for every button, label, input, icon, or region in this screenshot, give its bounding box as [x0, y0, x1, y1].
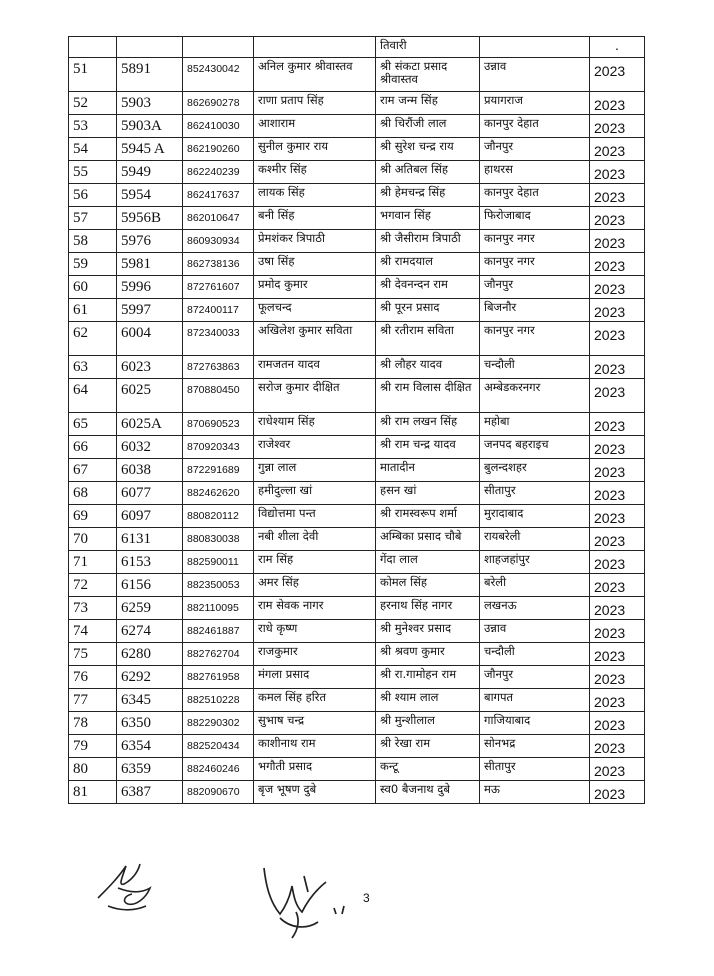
cell-year: 2023 [590, 597, 645, 620]
cell-sno: 61 [69, 299, 117, 322]
table-row [69, 620, 645, 643]
cell-year: 2023 [590, 230, 645, 253]
cell-code: 6153 [117, 551, 183, 574]
cell-code: 6025A [117, 413, 183, 436]
cell-sno: 66 [69, 436, 117, 459]
table-row [69, 276, 645, 299]
cell-father: स्व0 बैजनाथ दुबे [376, 781, 480, 804]
cell-reg: 882460246 [183, 758, 254, 781]
cell-code: 6354 [117, 735, 183, 758]
cell-year: 2023 [590, 666, 645, 689]
table-row [69, 781, 645, 804]
cell-code: 6345 [117, 689, 183, 712]
cell-name: काशीनाथ राम [254, 735, 376, 758]
cell-code: 5945 A [117, 138, 183, 161]
cell-name: नबी शीला देवी [254, 528, 376, 551]
cell-reg: 882762704 [183, 643, 254, 666]
cell-district: जनपद बहराइच [480, 436, 590, 459]
table-row-continuation [69, 37, 645, 58]
cell-district: उन्नाव [480, 620, 590, 643]
cell-district: सीतापुर [480, 482, 590, 505]
cell-father: गेंदा लाल [376, 551, 480, 574]
cell-name: प्रेमशंकर त्रिपाठी [254, 230, 376, 253]
cell-sno: 59 [69, 253, 117, 276]
cell-sno: 54 [69, 138, 117, 161]
cell-sno: 60 [69, 276, 117, 299]
cell-sno: 74 [69, 620, 117, 643]
cell-name: अमर सिंह [254, 574, 376, 597]
cell-code: 6077 [117, 482, 183, 505]
cell-name: अनिल कुमार श्रीवास्तव [254, 58, 376, 92]
cell-year: 2023 [590, 253, 645, 276]
cell-father: हसन खां [376, 482, 480, 505]
cell-father: श्री जैसीराम त्रिपाठी [376, 230, 480, 253]
cell-district: जौनपुर [480, 666, 590, 689]
cell-reg: 882350053 [183, 574, 254, 597]
cell-name: लायक सिंह [254, 184, 376, 207]
cell-year: 2023 [590, 735, 645, 758]
signature-center-image [256, 856, 366, 946]
cell-sno: 73 [69, 597, 117, 620]
cell-reg: 872340033 [183, 322, 254, 356]
cell-sno: 55 [69, 161, 117, 184]
cell-father: श्री मुनेश्वर प्रसाद [376, 620, 480, 643]
cell-father: श्री राम विलास दीक्षित [376, 379, 480, 413]
cell-reg: 860930934 [183, 230, 254, 253]
cell-year: 2023 [590, 138, 645, 161]
cell-sno: 77 [69, 689, 117, 712]
cell-reg: 862190260 [183, 138, 254, 161]
cell-sno: 63 [69, 356, 117, 379]
table-row [69, 528, 645, 551]
cell-sno: 75 [69, 643, 117, 666]
cell-reg: 882090670 [183, 781, 254, 804]
cell-sno: 56 [69, 184, 117, 207]
cell-sno: 69 [69, 505, 117, 528]
cell-sno: 58 [69, 230, 117, 253]
cell-code: 6359 [117, 758, 183, 781]
cell-father: भगवान सिंह [376, 207, 480, 230]
cell-father: श्री लौहर यादव [376, 356, 480, 379]
cell-year: 2023 [590, 299, 645, 322]
cell-name: विद्योत्तमा पन्त [254, 505, 376, 528]
cell-reg: 882110095 [183, 597, 254, 620]
cell-father: श्री श्रवण कुमार [376, 643, 480, 666]
cell-sno: 78 [69, 712, 117, 735]
cell-reg: 862417637 [183, 184, 254, 207]
cell-district: महोबा [480, 413, 590, 436]
table-row [69, 138, 645, 161]
cell-name: बनी सिंह [254, 207, 376, 230]
cell-district: रायबरेली [480, 528, 590, 551]
cell-code: 6025 [117, 379, 183, 413]
cell-sno: 67 [69, 459, 117, 482]
cell-year: 2023 [590, 276, 645, 299]
cell-father: श्री सुरेश चन्द्र राय [376, 138, 480, 161]
cell-name: रामजतन यादव [254, 356, 376, 379]
cell-name: कश्मीर सिंह [254, 161, 376, 184]
cell-name: भगौती प्रसाद [254, 758, 376, 781]
table-row [69, 689, 645, 712]
table-row [69, 712, 645, 735]
cell-code: 6292 [117, 666, 183, 689]
cell-district: चन्दौली [480, 643, 590, 666]
cell-district: फिरोजाबाद [480, 207, 590, 230]
cell-code: 5956B [117, 207, 183, 230]
cell-sno: 64 [69, 379, 117, 413]
cell-reg: 882590011 [183, 551, 254, 574]
cell-code: 6259 [117, 597, 183, 620]
cell-sno: 79 [69, 735, 117, 758]
cell-father: श्री रामस्वरूप शर्मा [376, 505, 480, 528]
cell-code: 6038 [117, 459, 183, 482]
cell-code: 5976 [117, 230, 183, 253]
cell-father: श्री चिरौंजी लाल [376, 115, 480, 138]
cell-father: अम्बिका प्रसाद चौबे [376, 528, 480, 551]
cell-name: राधे कृष्ण [254, 620, 376, 643]
cell-sno: 65 [69, 413, 117, 436]
cell-sno: 53 [69, 115, 117, 138]
cell-name: हमीदुल्ला खां [254, 482, 376, 505]
cell-father: तिवारी [376, 37, 480, 58]
cell-name: राजेश्वर [254, 436, 376, 459]
cell-name: बृज भूषण दुबे [254, 781, 376, 804]
cell-district: बुलन्दशहर [480, 459, 590, 482]
cell-name: उषा सिंह [254, 253, 376, 276]
cell-year: 2023 [590, 781, 645, 804]
table-row [69, 413, 645, 436]
cell-year: 2023 [590, 58, 645, 92]
cell-code: 5903 [117, 92, 183, 115]
cell-reg: 882462620 [183, 482, 254, 505]
table-row [69, 92, 645, 115]
cell-sno [69, 37, 117, 58]
cell-reg: 870690523 [183, 413, 254, 436]
cell-year: 2023 [590, 207, 645, 230]
cell-year: 2023 [590, 322, 645, 356]
cell-reg: 870880450 [183, 379, 254, 413]
cell-reg: 870920343 [183, 436, 254, 459]
cell-district: कानपुर नगर [480, 322, 590, 356]
cell-code: 6350 [117, 712, 183, 735]
cell-sno: 80 [69, 758, 117, 781]
cell-year: 2023 [590, 528, 645, 551]
cell-year: 2023 [590, 459, 645, 482]
cell-reg: 852430042 [183, 58, 254, 92]
cell-father: श्री संकटा प्रसाद श्रीवास्तव [376, 58, 480, 92]
cell-district: बरेली [480, 574, 590, 597]
cell-father: हरनाथ सिंह नागर [376, 597, 480, 620]
cell-name: गुन्ना लाल [254, 459, 376, 482]
table-row [69, 379, 645, 413]
cell-father: श्री रेखा राम [376, 735, 480, 758]
table-row [69, 597, 645, 620]
cell-father: श्री रामदयाल [376, 253, 480, 276]
cell-reg [183, 37, 254, 58]
cell-district: कानपुर नगर [480, 230, 590, 253]
cell-reg: 872761607 [183, 276, 254, 299]
table-row [69, 115, 645, 138]
cell-district: उन्नाव [480, 58, 590, 92]
cell-code: 5954 [117, 184, 183, 207]
cell-name: प्रमोद कुमार [254, 276, 376, 299]
cell-sno: 71 [69, 551, 117, 574]
table-row [69, 482, 645, 505]
cell-year: 2023 [590, 482, 645, 505]
cell-reg: 872400117 [183, 299, 254, 322]
table-row [69, 666, 645, 689]
cell-code: 6032 [117, 436, 183, 459]
cell-year: 2023 [590, 356, 645, 379]
cell-code: 6097 [117, 505, 183, 528]
cell-reg: 862690278 [183, 92, 254, 115]
cell-code: 6023 [117, 356, 183, 379]
cell-reg: 880830038 [183, 528, 254, 551]
table-row [69, 735, 645, 758]
cell-reg: 880820112 [183, 505, 254, 528]
cell-reg: 882461887 [183, 620, 254, 643]
cell-sno: 76 [69, 666, 117, 689]
cell-district: कानपुर देहात [480, 115, 590, 138]
cell-code: 5997 [117, 299, 183, 322]
cell-code: 6004 [117, 322, 183, 356]
cell-district: चन्दौली [480, 356, 590, 379]
cell-father: श्री राम चन्द्र यादव [376, 436, 480, 459]
records-table-body [69, 37, 645, 804]
cell-year: 2023 [590, 712, 645, 735]
table-row [69, 758, 645, 781]
cell-code: 5981 [117, 253, 183, 276]
cell-name: सुभाष चन्द्र [254, 712, 376, 735]
cell-year: 2023 [590, 184, 645, 207]
cell-reg: 862738136 [183, 253, 254, 276]
cell-district: सीतापुर [480, 758, 590, 781]
cell-father: श्री देवनन्दन राम [376, 276, 480, 299]
cell-reg: 882510228 [183, 689, 254, 712]
cell-district: कानपुर नगर [480, 253, 590, 276]
cell-year: 2023 [590, 758, 645, 781]
table-row [69, 356, 645, 379]
cell-code: 6387 [117, 781, 183, 804]
cell-name: राम सिंह [254, 551, 376, 574]
cell-code: 6274 [117, 620, 183, 643]
cell-father: कन्टू [376, 758, 480, 781]
cell-father: कोमल सिंह [376, 574, 480, 597]
table-row [69, 322, 645, 356]
cell-district: शाहजहांपुर [480, 551, 590, 574]
cell-district: अम्बेडकरनगर [480, 379, 590, 413]
cell-district: लखनऊ [480, 597, 590, 620]
cell-code: 6280 [117, 643, 183, 666]
cell-sno: 52 [69, 92, 117, 115]
cell-year: 2023 [590, 436, 645, 459]
cell-code: 5891 [117, 58, 183, 92]
cell-name: अखिलेश कुमार सविता [254, 322, 376, 356]
cell-year: 2023 [590, 574, 645, 597]
cell-district: सोनभद्र [480, 735, 590, 758]
cell-code: 6131 [117, 528, 183, 551]
records-table [68, 36, 645, 804]
table-row [69, 230, 645, 253]
cell-reg: 882290302 [183, 712, 254, 735]
cell-district [480, 37, 590, 58]
cell-code: 5949 [117, 161, 183, 184]
cell-name: आशाराम [254, 115, 376, 138]
cell-name: सुनील कुमार राय [254, 138, 376, 161]
cell-reg: 872291689 [183, 459, 254, 482]
cell-district: मुरादाबाद [480, 505, 590, 528]
table-row [69, 58, 645, 92]
cell-district: जौनपुर [480, 138, 590, 161]
cell-district: हाथरस [480, 161, 590, 184]
cell-name: फूलचन्द [254, 299, 376, 322]
cell-year: 2023 [590, 643, 645, 666]
cell-code: 6156 [117, 574, 183, 597]
table-row [69, 161, 645, 184]
cell-district: कानपुर देहात [480, 184, 590, 207]
cell-year: 2023 [590, 161, 645, 184]
cell-name: राम सेवक नागर [254, 597, 376, 620]
cell-sno: 81 [69, 781, 117, 804]
cell-code [117, 37, 183, 58]
cell-sno: 51 [69, 58, 117, 92]
cell-district: बिजनौर [480, 299, 590, 322]
cell-sno: 70 [69, 528, 117, 551]
cell-year: 2023 [590, 92, 645, 115]
cell-father: श्री रा.गामोहन राम [376, 666, 480, 689]
table-row [69, 436, 645, 459]
table-row [69, 253, 645, 276]
table-row [69, 551, 645, 574]
cell-name: राजकुमार [254, 643, 376, 666]
cell-father: श्री राम लखन सिंह [376, 413, 480, 436]
cell-reg: 862240239 [183, 161, 254, 184]
cell-name: सरोज कुमार दीक्षित [254, 379, 376, 413]
table-row [69, 299, 645, 322]
cell-district: मऊ [480, 781, 590, 804]
cell-father: श्री रतीराम सविता [376, 322, 480, 356]
table-row [69, 459, 645, 482]
cell-sno: 62 [69, 322, 117, 356]
cell-year: 2023 [590, 620, 645, 643]
cell-year: . [590, 37, 645, 58]
cell-year: 2023 [590, 413, 645, 436]
signature-left-image [88, 858, 168, 918]
cell-year: 2023 [590, 505, 645, 528]
cell-district: प्रयागराज [480, 92, 590, 115]
cell-reg: 882761958 [183, 666, 254, 689]
cell-name: मंगला प्रसाद [254, 666, 376, 689]
cell-sno: 57 [69, 207, 117, 230]
cell-year: 2023 [590, 379, 645, 413]
cell-father: श्री हेमचन्द्र सिंह [376, 184, 480, 207]
cell-year: 2023 [590, 551, 645, 574]
table-row [69, 184, 645, 207]
cell-reg: 862410030 [183, 115, 254, 138]
cell-father: श्री पूरन प्रसाद [376, 299, 480, 322]
cell-reg: 872763863 [183, 356, 254, 379]
page-number: 3 [363, 891, 370, 905]
cell-father: श्री मुन्शीलाल [376, 712, 480, 735]
cell-sno: 72 [69, 574, 117, 597]
cell-father: श्री श्याम लाल [376, 689, 480, 712]
cell-district: बागपत [480, 689, 590, 712]
cell-father: मातादीन [376, 459, 480, 482]
cell-father: श्री अतिबल सिंह [376, 161, 480, 184]
cell-district: गाजियाबाद [480, 712, 590, 735]
cell-name [254, 37, 376, 58]
cell-year: 2023 [590, 689, 645, 712]
table-row [69, 207, 645, 230]
cell-name: राधेश्याम सिंह [254, 413, 376, 436]
cell-reg: 862010647 [183, 207, 254, 230]
cell-district: जौनपुर [480, 276, 590, 299]
cell-code: 5903A [117, 115, 183, 138]
cell-year: 2023 [590, 115, 645, 138]
cell-code: 5996 [117, 276, 183, 299]
cell-father: राम जन्म सिंह [376, 92, 480, 115]
table-row [69, 505, 645, 528]
cell-name: कमल सिंह हरित [254, 689, 376, 712]
cell-name: राणा प्रताप सिंह [254, 92, 376, 115]
cell-sno: 68 [69, 482, 117, 505]
table-row [69, 574, 645, 597]
table-row [69, 643, 645, 666]
cell-reg: 882520434 [183, 735, 254, 758]
